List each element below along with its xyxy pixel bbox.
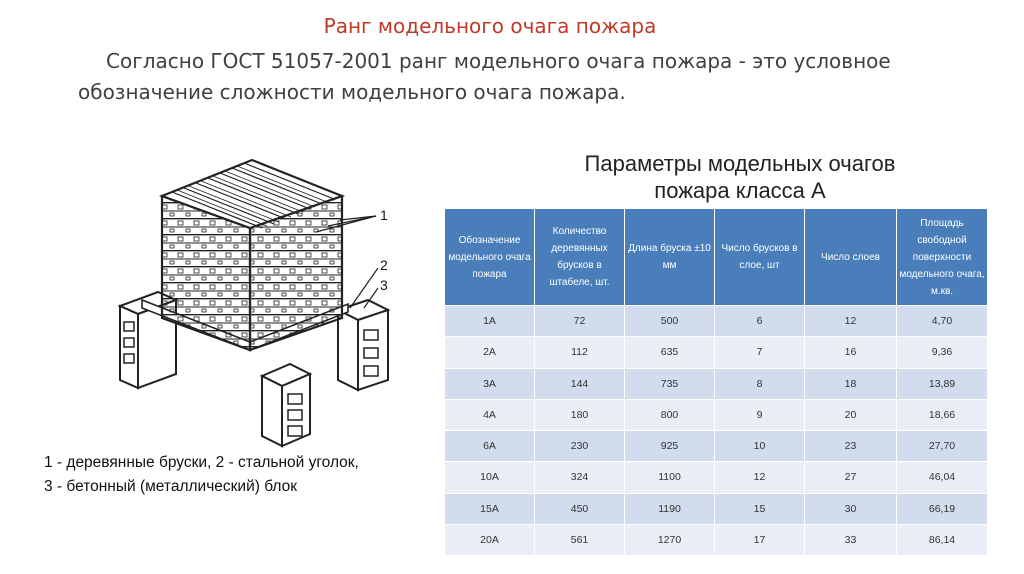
table-row (445, 368, 988, 399)
cell-designation: 4А (445, 399, 535, 430)
callout-3: 3 (380, 277, 388, 293)
cell-bars-per-layer: 12 (715, 462, 805, 493)
cell-layer-count: 18 (805, 368, 897, 399)
cell-bar-count: 112 (535, 337, 625, 368)
slide-title: Ранг модельного очага пожара (323, 14, 657, 38)
intro-line-1: Согласно ГОСТ 51057-2001 ранг модельного очага пожара - это условное (106, 49, 891, 73)
cell-bar-count: 450 (535, 493, 625, 524)
table-title-line-2: пожара класса А (654, 178, 826, 203)
illustration-legend (44, 451, 424, 499)
legend-line-2: 3 - бетонный (металлический) блок (44, 478, 298, 495)
cell-layer-count: 20 (805, 399, 897, 430)
cell-bar-length: 925 (625, 431, 715, 462)
cell-free-surface-area: 18,66 (897, 399, 988, 430)
cell-free-surface-area: 27,70 (897, 431, 988, 462)
header-bar-count: Количество деревянных брусков в штабеле, шт. (535, 209, 625, 306)
cell-layer-count: 12 (805, 306, 897, 337)
cell-layer-count: 27 (805, 462, 897, 493)
cell-designation: 6А (445, 431, 535, 462)
cell-designation: 10А (445, 462, 535, 493)
cell-free-surface-area: 66,19 (897, 493, 988, 524)
cell-bars-per-layer: 8 (715, 368, 805, 399)
header-bar-length: Длина бруска ±10 мм (625, 209, 715, 306)
cell-designation: 1А (445, 306, 535, 337)
cell-layer-count: 33 (805, 524, 897, 555)
cell-bar-count: 180 (535, 399, 625, 430)
cell-bar-length: 635 (625, 337, 715, 368)
cell-bars-per-layer: 15 (715, 493, 805, 524)
concrete-block-front (262, 364, 310, 446)
cell-bar-length: 500 (625, 306, 715, 337)
table-row (445, 462, 988, 493)
header-free-surface-area: Площадь свободной поверхности модельного очага, м.кв. (897, 209, 988, 306)
header-bars-per-layer: Число брусков в слое, шт (715, 209, 805, 306)
cell-bar-count: 144 (535, 368, 625, 399)
wooden-crib-stack (162, 160, 342, 350)
cell-designation: 2А (445, 337, 535, 368)
table-row (445, 337, 988, 368)
cell-bars-per-layer: 17 (715, 524, 805, 555)
table-row (445, 431, 988, 462)
intro-text (78, 46, 978, 108)
cell-bar-count: 72 (535, 306, 625, 337)
cell-bar-length: 800 (625, 399, 715, 430)
cell-bar-length: 1100 (625, 462, 715, 493)
cell-layer-count: 23 (805, 431, 897, 462)
cell-bars-per-layer: 6 (715, 306, 805, 337)
intro-line-2: обозначение сложности модельного очага пожара. (78, 80, 626, 104)
cell-bar-length: 1270 (625, 524, 715, 555)
table-header-row (445, 209, 988, 306)
cell-designation: 20А (445, 524, 535, 555)
table-row (445, 399, 988, 430)
cell-layer-count: 16 (805, 337, 897, 368)
cell-bar-count: 561 (535, 524, 625, 555)
cell-bar-length: 735 (625, 368, 715, 399)
legend-line-1: 1 - деревянные бруски, 2 - стальной уголок, (44, 454, 359, 471)
table-title (520, 150, 960, 204)
cell-designation: 15А (445, 493, 535, 524)
cell-designation: 3А (445, 368, 535, 399)
cell-bar-count: 230 (535, 431, 625, 462)
callout-1: 1 (380, 207, 388, 223)
cell-bars-per-layer: 9 (715, 399, 805, 430)
cell-layer-count: 30 (805, 493, 897, 524)
cell-free-surface-area: 46,04 (897, 462, 988, 493)
cell-free-surface-area: 86,14 (897, 524, 988, 555)
table-row (445, 524, 988, 555)
cell-free-surface-area: 9,36 (897, 337, 988, 368)
cell-bars-per-layer: 10 (715, 431, 805, 462)
table-row (445, 493, 988, 524)
cell-bar-length: 1190 (625, 493, 715, 524)
table-row (445, 306, 988, 337)
cell-bar-count: 324 (535, 462, 625, 493)
fire-model-parameters-table (444, 208, 988, 556)
table-title-line-1: Параметры модельных очагов (584, 151, 896, 176)
header-designation: Обозначение модельного очага пожара (445, 209, 535, 306)
cell-bars-per-layer: 7 (715, 337, 805, 368)
fire-model-crib-illustration (112, 138, 412, 450)
header-layer-count: Число слоев (805, 209, 897, 306)
cell-free-surface-area: 4,70 (897, 306, 988, 337)
cell-free-surface-area: 13,89 (897, 368, 988, 399)
callout-2: 2 (380, 257, 388, 273)
